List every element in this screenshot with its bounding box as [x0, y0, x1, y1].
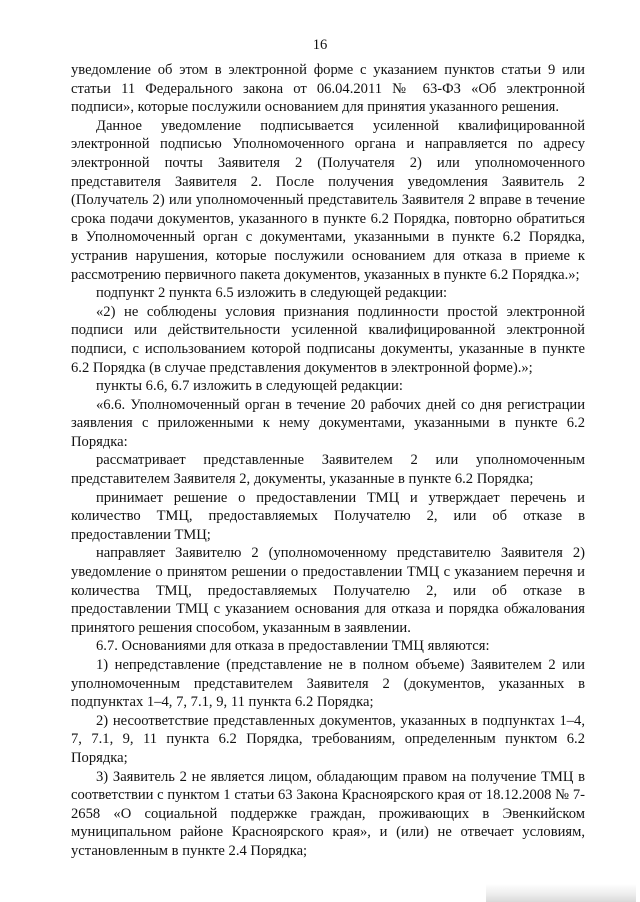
paragraph-makes-decision: принимает решение о предоставлении ТМЦ и утверждает перечень и количество ТМЦ, предоставляемых Получателю 2, или об отказе в предоставлении ТМЦ; — [71, 489, 585, 543]
paragraph-notification-continuation: уведомление об этом в электронной форме с указанием пунктов статьи 9 или статьи 11 Федерального закона от 06.04.2011 № 63-ФЗ «Об электронной подписи», которые послужили основанием для принятия указанного решения. — [71, 62, 585, 116]
paragraph-ground-3: 3) Заявитель 2 не является лицом, обладающим правом на получение ТМЦ в соответствии с пунктом 1 статьи 63 Закона Красноярского края от 18.12.2008 № 7-2658 «О социальной поддержке граждан, проживающих в Эвенкийском муниципальном районе Красноярского края», и (или) не отвечает условиям, установленным в пункте 2.4 Порядка; — [71, 768, 585, 859]
paragraph-sends-notification: направляет Заявителю 2 (уполномоченному представителю Заявителя 2) уведомление о принятом решении о предоставлении ТМЦ с указанием перечня и количества ТМЦ, предоставляемых Получателю 2, или об отказе в предоставлении ТМЦ с указанием основания для отказа и порядка обжалования принятого решения способом, указанным в заявлении. — [71, 545, 585, 636]
paragraph-ground-2: 2) несоответствие представленных документов, указанных в подпунктах 1–4, 7, 7.1, 9, 11 пункта 6.2 Порядка, требованиям, определенным пунктом 6.2 Порядка; — [71, 712, 585, 766]
paragraph-amend-6-5: подпункт 2 пункта 6.5 изложить в следующей редакции: — [96, 285, 448, 302]
paragraph-point-6-6: «6.6. Уполномоченный орган в течение 20 рабочих дней со дня регистрации заявления с приложенными к нему документами, указанными в пункте 6.2 Порядка: — [71, 396, 585, 450]
scan-shadow — [486, 884, 636, 902]
document-body — [71, 61, 585, 861]
paragraph-notification-signature: Данное уведомление подписывается усиленной квалифицированной электронной подписью Уполномоченного органа и направляется по адресу электронной почты Заявителя 2 (Получателя 2) или уполномоченного представителя Заявителя 2. После получения уведомления Заявитель 2 (Получатель 2) или уполномоченный представитель Заявителя 2 вправе в течение срока подачи документов, указанного в пункте 6.2 Порядка, повторно обратиться в Уполномоченный орган с документами, указанными в пункте 6.2 Порядка, устранив нарушения, которые послужили основанием для отказа в приеме к рассмотрению первичного пакета документов, указанных в пункте 6.2 Порядка.»; — [71, 117, 585, 283]
paragraph-amend-6-6-6-7: пункты 6.6, 6.7 изложить в следующей редакции: — [96, 378, 403, 395]
page-number: 16 — [312, 37, 328, 53]
paragraph-ground-1: 1) непредставление (представление не в полном объеме) Заявителем 2 или уполномоченным представителем Заявителя 2 (документов, указанных в подпунктах 1–4, 7, 7.1, 9, 11 пункта 6.2 Порядка; — [71, 657, 585, 711]
paragraph-subpoint-2: «2) не соблюдены условия признания подлинности простой электронной подписи или действительности усиленной квалифицированной электронной подписи, с использованием которой подписаны документы, указанные в пункте 6.2 Порядка (в случае представления документов в электронной форме).»; — [71, 303, 585, 376]
paragraph-point-6-7: 6.7. Основаниями для отказа в предоставлении ТМЦ являются: — [96, 638, 490, 655]
paragraph-reviews-documents: рассматривает представленные Заявителем 2 или уполномоченным представителем Заявителя 2, документы, указанные в пункте 6.2 Порядка; — [71, 452, 585, 488]
